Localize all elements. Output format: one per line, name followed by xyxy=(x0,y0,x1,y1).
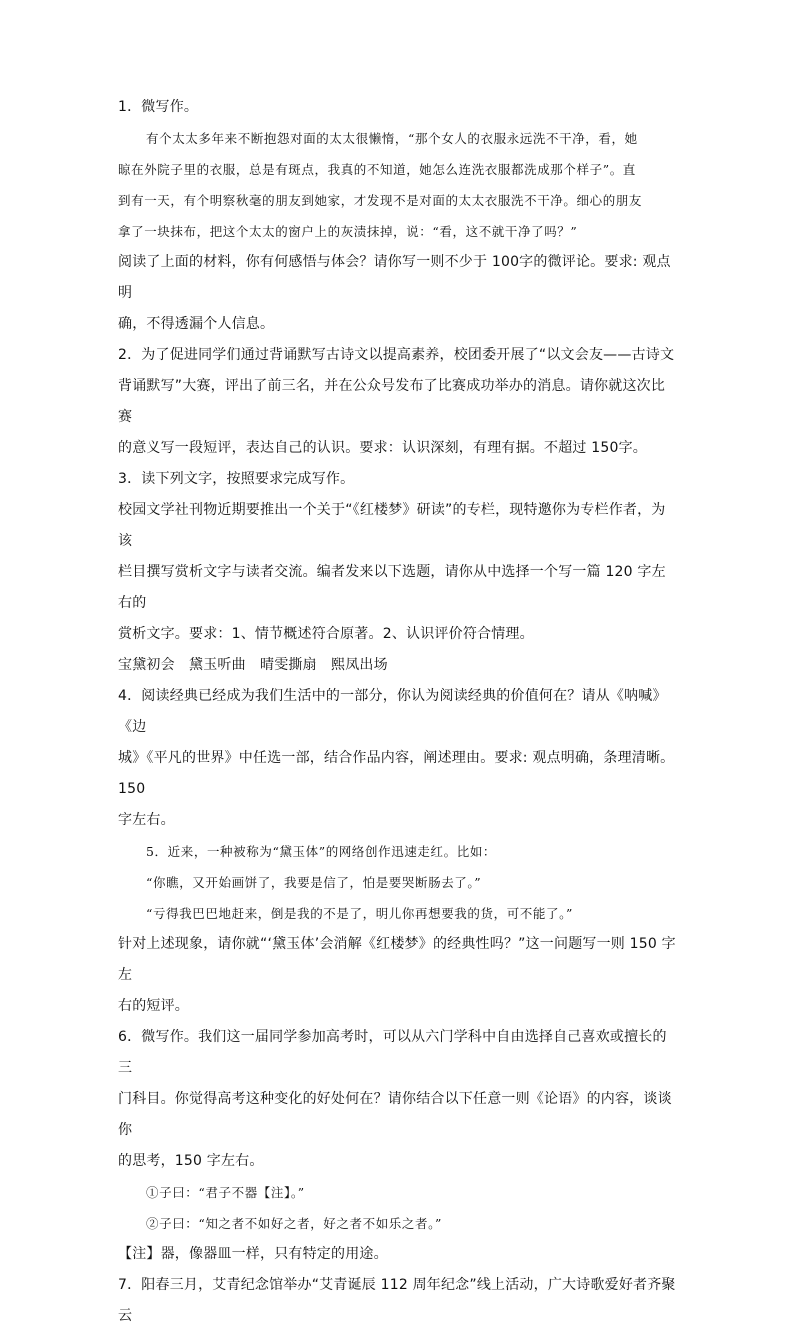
q1-material-line: 到有一天，有个明察秋毫的朋友到她家，才发现不是对面的太太衣服洗不干净。细心的朋友 xyxy=(118,193,643,208)
q5-quote: “你瞧，又开始画饼了，我要是信了，怕是要哭断肠去了。” xyxy=(146,875,482,890)
q7-text: 7．阳春三月，艾青纪念馆举办“艾青诞辰 112 周年纪念”线上活动，广大诗歌爱好者齐聚云 xyxy=(118,1277,676,1324)
q3-line: 赏析文字。要求：1、情节概述符合原著。2、认识评价符合情理。 xyxy=(118,626,534,642)
q6-quote: ①子曰：“君子不器【注】。” xyxy=(146,1185,305,1200)
q5-prompt-line: 针对上述现象，请你就“‘黛玉体’会消解《红楼梦》的经典性吗？”这一问题写一则 150 字左 xyxy=(118,936,676,983)
q3-line: 栏目撰写赏析文字与读者交流。编者发来以下选题，请你从中选择一个写一篇 120 字左右的 xyxy=(118,564,666,611)
q2-line: 的意义写一段短评，表达自己的认识。要求：认识深刻，有理有据。不超过 150字。 xyxy=(118,440,647,456)
q4-line: 城》《平凡的世界》中任选一部，结合作品内容，阐述理由。要求: 观点明确，条理清晰。150 xyxy=(118,750,675,797)
document-body xyxy=(118,92,678,1332)
q5-intro: 5．近来，一种被称为“黛玉体”的网络创作迅速走红。比如： xyxy=(146,844,497,859)
q4-line: 字左右。 xyxy=(118,812,175,828)
q2-line: 背诵默写”大赛，评出了前三名，并在公众号发布了比赛成功举办的消息。请你就这次比赛 xyxy=(118,378,666,425)
q1-material-line: 拿了一块抹布，把这个太太的窗户上的灰渍抹掉，说：“看，这不就干净了吗？” xyxy=(118,224,578,239)
q1-material xyxy=(118,123,678,247)
q3-line: 校园文学社刊物近期要推出一个关于“《红楼梦》研读”的专栏，现特邀你为专栏作者，为该 xyxy=(118,502,666,549)
q1-prompt-line: 阅读了上面的材料，你有何感悟与体会？请你写一则不少于 100字的微评论。要求: 观点明 xyxy=(118,254,671,301)
q6-line: 门科目。你觉得高考这种变化的好处何在？请你结合以下任意一则《论语》的内容，谈谈你 xyxy=(118,1091,672,1138)
q6-note: 【注】器，像器皿一样，只有特定的用途。 xyxy=(118,1246,388,1262)
q3-topics: 宝黛初会 黛玉听曲 晴雯撕扇 熙凤出场 xyxy=(118,657,388,673)
q5-prompt-line: 右的短评。 xyxy=(118,998,189,1014)
q1-prompt xyxy=(118,247,678,340)
q1-prompt-line: 确，不得透漏个人信息。 xyxy=(118,316,275,332)
q6-line: 6．微写作。我们这一届同学参加高考时，可以从六门学科中自由选择自己喜欢或擅长的三 xyxy=(118,1029,667,1076)
q1-title: 1．微写作。 xyxy=(118,99,199,115)
q3-title: 3．读下列文字，按照要求完成写作。 xyxy=(118,471,355,487)
q4-text xyxy=(118,681,678,836)
q1-material-line: 晾在外院子里的衣服，总是有斑点，我真的不知道，她怎么连洗衣服都洗成那个样子”。直 xyxy=(118,162,636,177)
q2-text xyxy=(118,340,678,464)
q1-material-line: 有个太太多年来不断抱怨对面的太太很懒惰，“那个女人的衣服永远洗不干净，看，她 xyxy=(146,131,638,146)
q5-quote: “亏得我巴巴地赶来，倒是我的不是了，明儿你再想要我的货，可不能了。” xyxy=(146,906,573,921)
q4-line: 4．阅读经典已经成为我们生活中的一部分，你认为阅读经典的价值何在？请从《呐喊》《边 xyxy=(118,688,667,735)
q5-prompt xyxy=(118,929,678,1022)
q6-quote: ②子曰：“知之者不如好之者，好之者不如乐之者。” xyxy=(146,1216,442,1231)
q6-text xyxy=(118,1022,678,1177)
q3-text xyxy=(118,495,678,650)
q6-line: 的思考，150 字左右。 xyxy=(118,1153,264,1169)
q2-line: 2．为了促进同学们通过背诵默写古诗文以提高素养，校团委开展了“以文会友——古诗文 xyxy=(118,347,675,363)
